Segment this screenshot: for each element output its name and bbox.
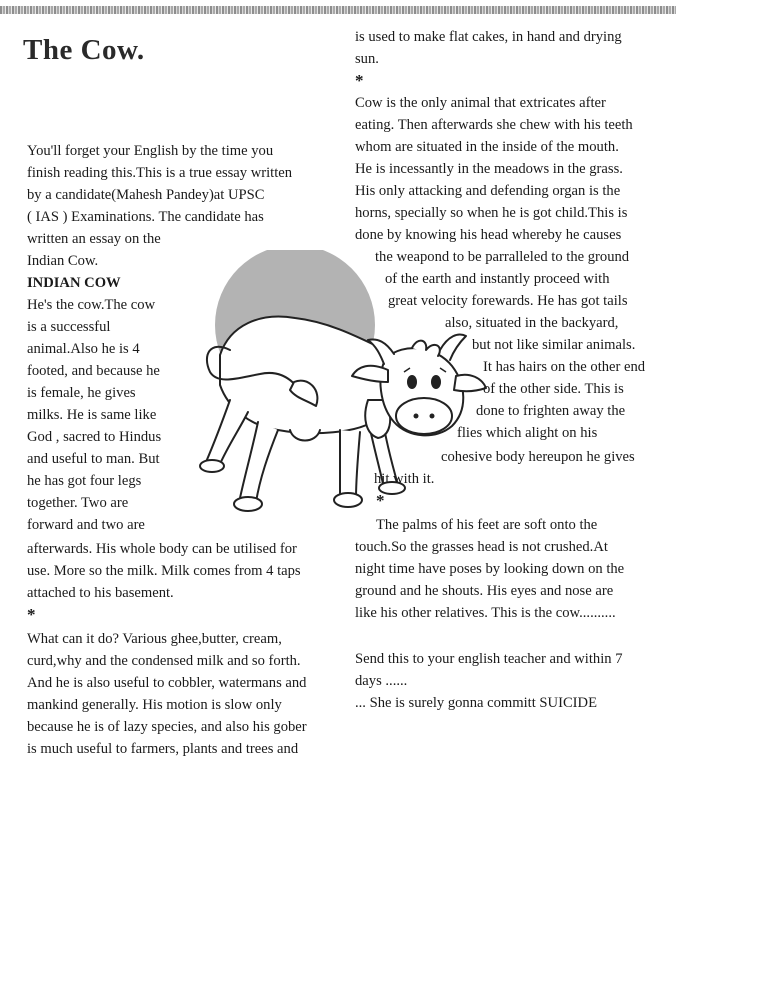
cow-ear-right (454, 375, 486, 392)
right-line: like his other relatives. This is the cow.......... (355, 605, 616, 621)
left-line: milks. He is same like (27, 407, 157, 423)
left-line: And he is also useful to cobbler, watermans and (27, 675, 307, 691)
right-line: sun. (355, 51, 379, 67)
asterisk-separator: * (376, 491, 385, 510)
right-line: Cow is the only animal that extricates after (355, 95, 606, 111)
left-line: written an essay on the (27, 231, 161, 247)
left-line: is female, he gives (27, 385, 136, 401)
cow-muzzle (396, 398, 452, 434)
left-line: curd,why and the condensed milk and so forth. (27, 653, 301, 669)
left-line: God , sacred to Hindus (27, 429, 162, 445)
right-line: The palms of his feet are soft onto the (376, 517, 598, 533)
right-line: ground and he shouts. His eyes and nose are (355, 583, 614, 599)
right-line: is used to make flat cakes, in hand and drying (355, 29, 622, 45)
left-line: by a candidate(Mahesh Pandey)at UPSC (27, 187, 265, 203)
document-title: The Cow. (23, 34, 145, 66)
right-line: cohesive body hereupon he gives (441, 449, 635, 465)
left-line: attached to his basement. (27, 585, 174, 601)
cow-eye-left (407, 375, 417, 389)
right-line: done to frighten away the (476, 403, 626, 419)
cow-leg-back-2 (240, 422, 278, 502)
right-line: Send this to your english teacher and within 7 (355, 651, 623, 667)
right-line: great velocity forewards. He has got tails (388, 293, 628, 309)
cow-eye-right (431, 375, 441, 389)
right-line: His only attacking and defending organ is the (355, 183, 621, 199)
right-line: done by knowing his head whereby he causes (355, 227, 622, 243)
asterisk-separator: * (27, 605, 36, 624)
asterisk-separator: * (355, 71, 364, 90)
left-line: afterwards. His whole body can be utilised for (27, 541, 297, 557)
left-line: ( IAS ) Examinations. The candidate has (27, 209, 264, 225)
right-line: night time have poses by looking down on the (355, 561, 625, 577)
cow-horn-right (440, 335, 466, 360)
left-line: animal.Also he is 4 (27, 341, 140, 357)
left-line: is much useful to farmers, plants and trees and (27, 741, 299, 757)
right-line: of the other side. This is (483, 381, 624, 397)
left-line: because he is of lazy species, and also his gober (27, 719, 307, 735)
right-line: hit with it. (374, 471, 435, 487)
section-heading: INDIAN COW (27, 275, 121, 291)
left-line: finish reading this.This is a true essay written (27, 165, 293, 181)
right-line: ... She is surely gonna committ SUICIDE (355, 695, 597, 711)
right-line: of the earth and instantly proceed with (385, 271, 610, 287)
left-line: and useful to man. But (27, 451, 160, 467)
left-line: together. Two are (27, 495, 129, 511)
right-line: flies which alight on his (457, 425, 598, 441)
right-line: but not like similar animals. (472, 337, 636, 353)
right-line: touch.So the grasses head is not crushed.At (355, 539, 608, 555)
right-line: also, situated in the backyard, (445, 315, 619, 331)
cow-leg-front (340, 430, 360, 498)
cow-udder (290, 430, 320, 441)
right-line: the weapond to be parralleled to the ground (375, 249, 630, 265)
left-line: mankind generally. His motion is slow only (27, 697, 282, 713)
left-line: use. More so the milk. Milk comes from 4 taps (27, 563, 301, 579)
left-line: footed, and because he (27, 363, 160, 379)
left-line: forward and two are (27, 517, 145, 533)
left-line: he has got four legs (27, 473, 142, 489)
right-line: eating. Then afterwards she chew with his teeth (355, 117, 633, 133)
left-line: What can it do? Various ghee,butter, cream, (27, 631, 282, 647)
cow-leg-back (206, 400, 248, 464)
left-line: Indian Cow. (27, 253, 99, 269)
scan-top-border (0, 6, 676, 14)
right-line: It has hairs on the other end (483, 359, 646, 375)
right-line: horns, specially so when he is got child.This is (355, 205, 628, 221)
left-line: He's the cow.The cow (27, 297, 156, 313)
left-line: You'll forget your English by the time you (27, 143, 274, 159)
right-line: days ...... (355, 673, 408, 689)
right-line: whom are situated in the inside of the mouth. (355, 139, 619, 155)
left-line: is a successful (27, 319, 111, 335)
right-line: He is incessantly in the meadows in the grass. (355, 161, 623, 177)
